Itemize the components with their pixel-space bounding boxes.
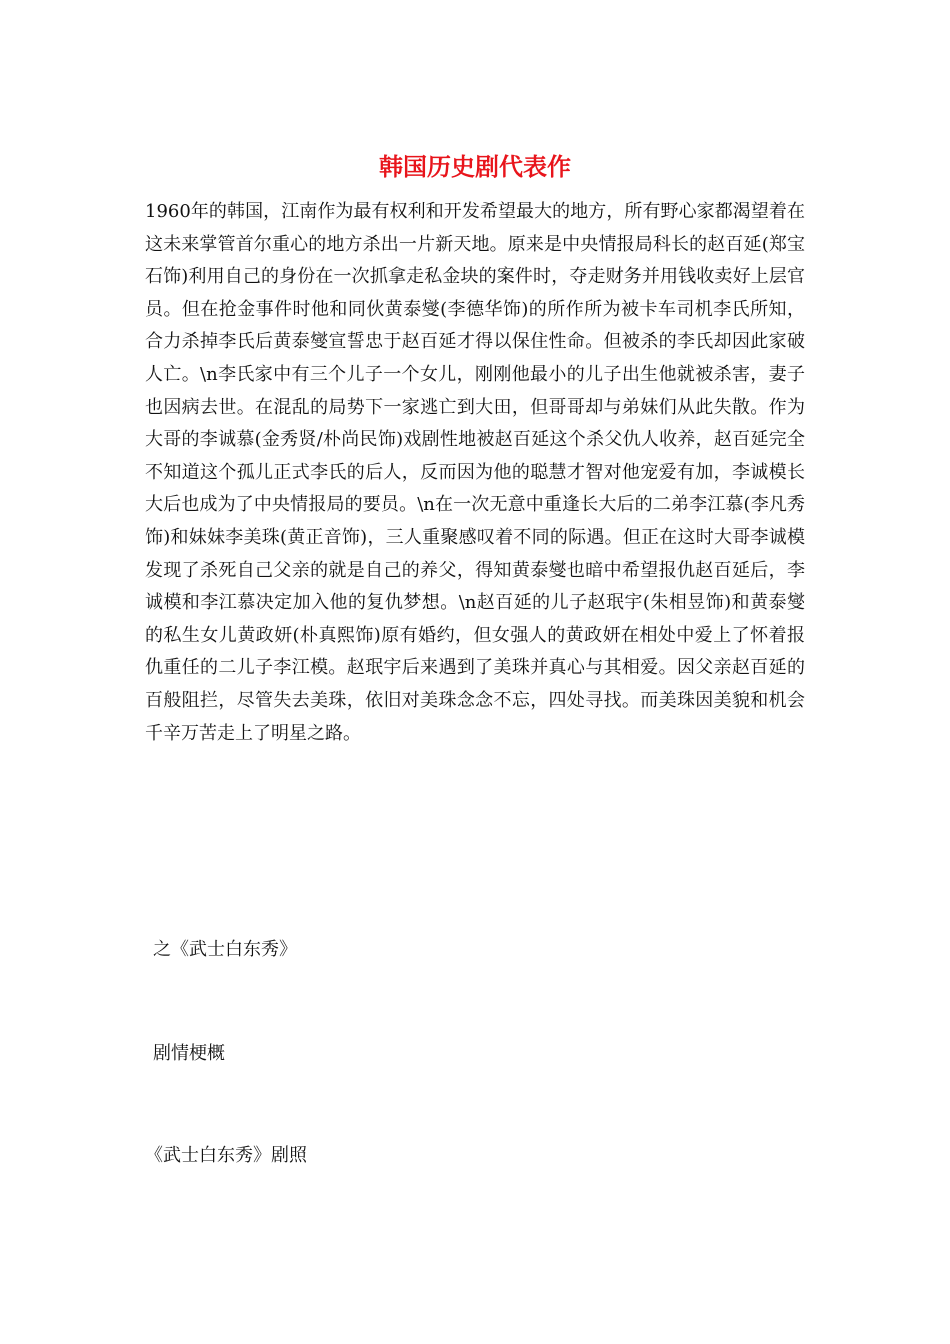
section-heading-stills: 《武士白东秀》剧照 [145,1145,307,1166]
section-heading-warrior-baek-dong-soo: 之《武士白东秀》 [153,939,297,960]
section-heading-plot-summary: 剧情梗概 [153,1043,225,1064]
document-title: 韩国历史剧代表作 [379,152,571,181]
body-paragraph: 1960年的韩国，江南作为最有权利和开发希望最大的地方，所有野心家都渴望着在这未来掌管首尔重心的地方杀出一片新天地。原来是中央情报局科长的赵百延(郑宝石饰)利用自己的身份在一次抓拿走私金块的案件时，夺走财务并用钱收卖好上层官员。但在抢金事件时他和同伙黄泰燮(李德华饰)的所作所为被卡车司机李氏所知，合力杀掉李氏后黄泰燮宣誓忠于赵百延才得以保住性命。但被杀的李氏却因此家破人亡。\n李氏家中有三个儿子一个女儿，刚刚他最小的儿子出生他就被杀害，妻子也因病去世。在混乱的局势下一家逃亡到大田，但哥哥却与弟妹们从此失散。作为大哥的李诚慕(金秀贤/朴尚民饰)戏剧性地被赵百延这个杀父仇人收养，赵百延完全不知道这个孤儿正式李氏的后人，反而因为他的聪慧才智对他宠爱有加，李诚模长大后也成为了中央情报局的要员。\n在一次无意中重逢长大后的二弟李江慕(李凡秀饰)和妹妹李美珠(黄正音饰)，三人重聚感叹着不同的际遇。但正在这时大哥李诚模发现了杀死自己父亲的就是自己的养父，得知黄泰燮也暗中希望报仇赵百延后，李诚模和李江慕决定加入他的复仇梦想。\n赵百延的儿子赵珉宇(朱相昱饰)和黄泰燮的私生女儿黄政妍(朴真熙饰)原有婚约，但女强人的黄政妍在相处中爱上了怀着报仇重任的二儿子李江模。赵珉宇后来遇到了美珠并真心与其相爱。因父亲赵百延的百般阻拦，尽管失去美珠，依旧对美珠念念不忘，四处寻找。而美珠因美貌和机会千辛万苦走上了明星之路。 [145,201,805,744]
